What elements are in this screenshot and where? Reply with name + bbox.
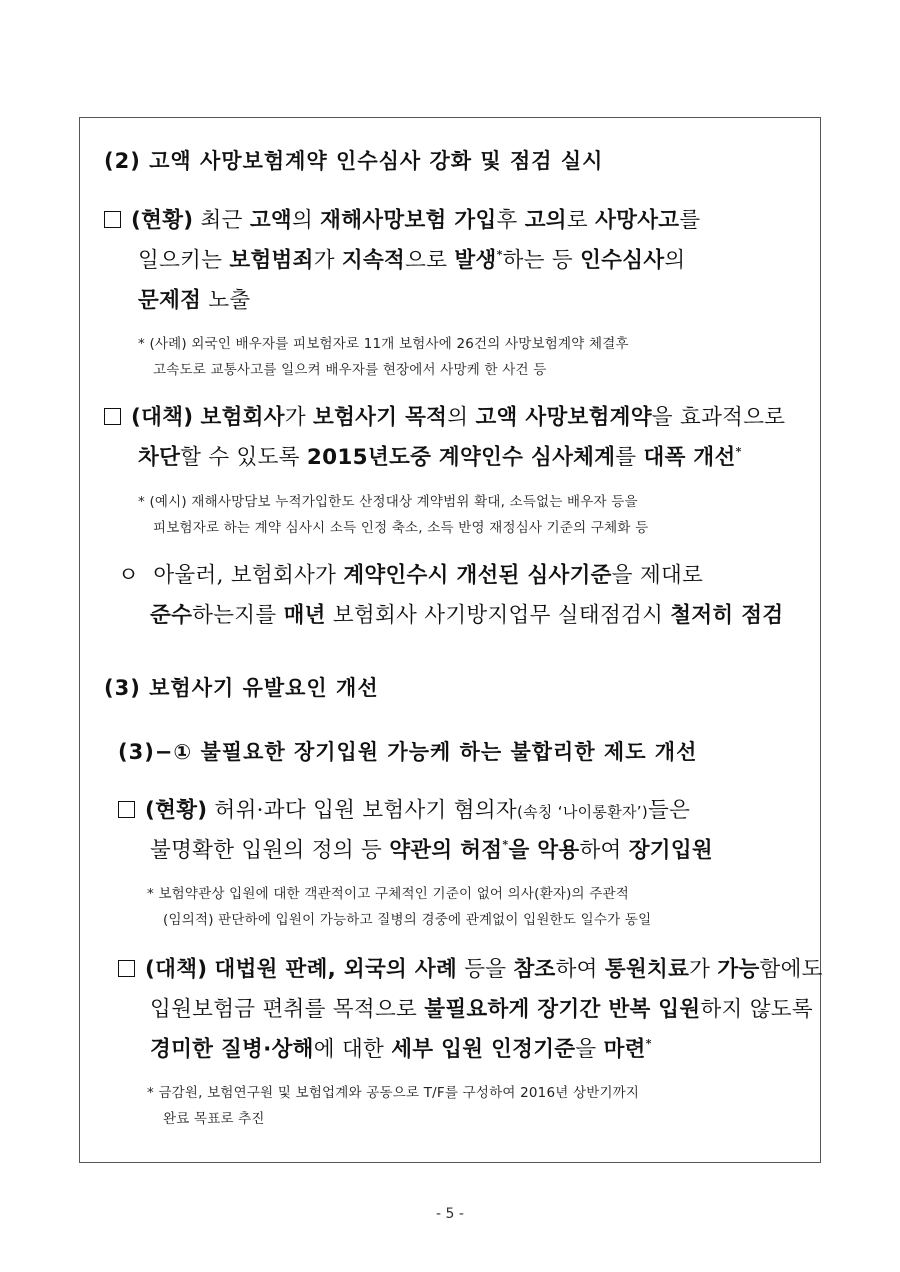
section3-subheading: (3)−① 불필요한 장기입원 가능케 하는 불합리한 제도 개선 bbox=[118, 740, 698, 764]
section2-also-line1: ㅇ 아울러, 보험회사가 계약인수시 개선된 심사기준을 제대로 bbox=[118, 563, 704, 588]
section2-note1-line1: * (사례) 외국인 배우자를 피보험자로 11개 보험사에 26건의 사망보험계약 체결후 bbox=[138, 336, 629, 352]
section2-heading: (2) 고액 사망보험계약 인수심사 강화 및 점검 실시 bbox=[104, 149, 604, 173]
section2-also-line2: 준수하는지를 매년 보험회사 사기방지업무 실태점검시 철저히 점검 bbox=[150, 603, 784, 628]
section2-status-line3: 문제점 노출 bbox=[138, 288, 251, 313]
section2-status-line2: 일으키는 보험범죄가 지속적으로 발생*하는 등 인수심사의 bbox=[138, 248, 686, 273]
section2-status-line1: (현황) 최근 고액의 재해사망보험 가입후 고의로 사망사고를 bbox=[104, 203, 700, 234]
section3-measure-line2: 입원보험금 편취를 목적으로 불필요하게 장기간 반복 입원하지 않도록 bbox=[150, 997, 813, 1022]
section2-note1-line2: 고속도로 교통사고를 일으켜 배우자를 현장에서 사망케 한 사건 등 bbox=[153, 362, 547, 378]
checkbox-square-icon bbox=[118, 960, 135, 977]
section3-note3-line1: * 보험약관상 입원에 대한 객관적이고 구체적인 기준이 없어 의사(환자)의 주관적 bbox=[147, 886, 630, 902]
checkbox-square-icon bbox=[104, 211, 121, 228]
section2-note2-line1: * (예시) 재해사망담보 누적가입한도 산정대상 계약범위 확대, 소득없는 배우자 등을 bbox=[138, 494, 638, 510]
page-number: - 5 - bbox=[436, 1206, 464, 1222]
checkbox-square-icon bbox=[118, 801, 135, 818]
section3-measure-line1: (대책) 대법원 판례, 외국의 사례 등을 참조하여 통원치료가 가능함에도 bbox=[118, 952, 823, 983]
section2-note2-line2: 피보험자로 하는 계약 심사시 소득 인정 축소, 소득 반영 재정심사 기준의 구체화 등 bbox=[153, 520, 649, 536]
hollow-bullet-icon: ㅇ bbox=[118, 563, 140, 588]
section2-measure-line2: 차단할 수 있도록 2015년도중 계약인수 심사체계를 대폭 개선* bbox=[138, 445, 742, 470]
section3-status-line1: (현황) 허위·과다 입원 보험사기 혐의자(속칭 ‘나이롱환자’)들은 bbox=[118, 793, 690, 824]
section3-note3-line2: (임의적) 판단하에 입원이 가능하고 질병의 경중에 관계없이 입원한도 일수가 동일 bbox=[163, 912, 652, 928]
section3-status-line2: 불명확한 입원의 정의 등 약관의 허점*을 악용하여 장기입원 bbox=[150, 838, 713, 863]
section2-measure-line1: (대책) 보험회사가 보험사기 목적의 고액 사망보험계약을 효과적으로 bbox=[104, 400, 785, 431]
checkbox-square-icon bbox=[104, 408, 121, 425]
section3-heading: (3) 보험사기 유발요인 개선 bbox=[104, 676, 379, 700]
section3-measure-line3: 경미한 질병·상해에 대한 세부 입원 인정기준을 마련* bbox=[150, 1037, 652, 1062]
section3-note4-line1: * 금감원, 보험연구원 및 보험업계와 공동으로 T/F를 구성하여 2016년 상반기까지 bbox=[147, 1085, 640, 1101]
section3-note4-line2: 완료 목표로 추진 bbox=[163, 1111, 265, 1127]
